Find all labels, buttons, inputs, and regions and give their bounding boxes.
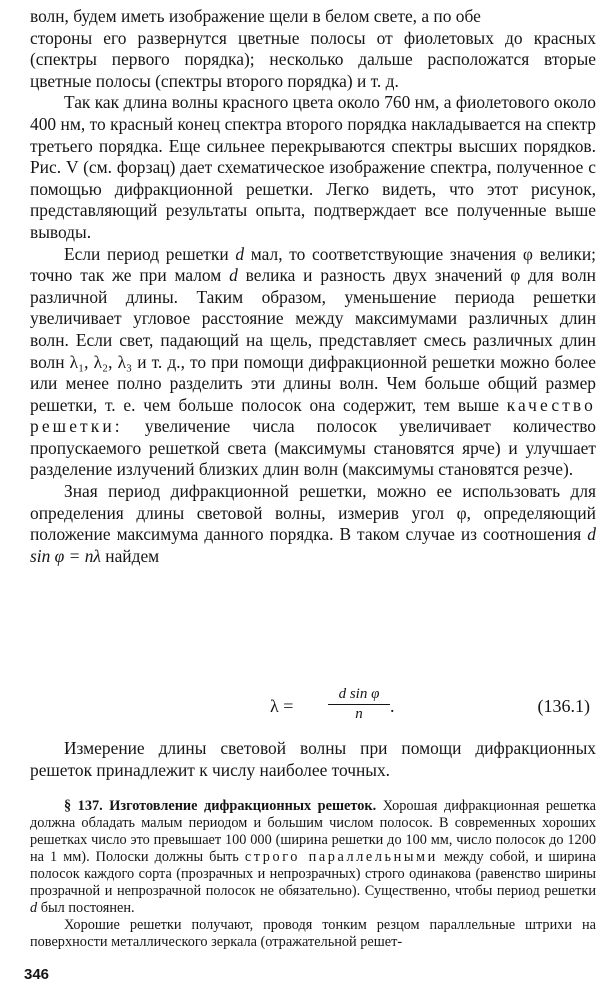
- section-next-paragraph: Хорошие решетки получают, проводя тонким резцом параллельные штрихи на поверхности металлического зеркала (отражательной решет-: [30, 917, 596, 950]
- formula-numerator: d sin φ: [328, 686, 390, 705]
- equation-number: (136.1): [537, 696, 590, 716]
- main-text: [30, 6, 596, 567]
- formula-136-1: [30, 684, 596, 728]
- formula-denominator: n: [355, 706, 363, 722]
- spaced-emphasis-2: строго параллельными: [244, 849, 438, 865]
- formula-fraction: [328, 686, 390, 723]
- section-paragraph: § 137. Изготовление дифракционных решеток. Хорошая дифракционная решетка должна обладать малым периодом и большим числом полосок. В современных хороших решетках число это превышает 100 000 (ширина решетки до 100 мм, число полосок до 1200 на 1 мм). Полоски должны быть строго параллельными между собой, и ширина полосок каждого сорта (прозрачных и непрозрачных) строго одинакова (равенство ширины прозрачной и непрозрачной полосок не обязательно). Существенно, чтобы период решетки d был постоянен.: [30, 798, 597, 916]
- spectra-description: стороны его развернутся цветные полосы от фиолетовых до красных (спектры первого порядка); несколько дальше расположатся вторые цветные полосы (спектры второго порядка) и т. д.: [30, 27, 596, 91]
- top-line: волн, будем иметь изображение щели в белом свете, а по обе: [30, 6, 481, 26]
- spaced-emphasis: качество решетки:: [30, 394, 596, 437]
- paragraph-conclusion: Измерение длины световой волны при помощи дифракционных решеток принадлежит к числу наиболее точных.: [30, 738, 596, 780]
- paragraph-overlap: Так как длина волны красного цвета около 760 нм, а фиолетового около 400 нм, то красный конец спектра второго порядка накладывается на спектр третьего порядка. Еще сильнее перекрываются спектры высших порядков. Рис. V (см. форзац) дает схематическое изображение спектра, полученное с помощью дифракционной решетки. Легко видеть, что этот рисунок, представляющий результаты опыта, подтверждает все полученные выше выводы.: [30, 92, 596, 242]
- section-heading: § 137. Изготовление дифракционных решеток.: [64, 798, 377, 814]
- paragraph-measure: Зная период дифракционной решетки, можно ее использовать для определения длины световой волны, измерив угол φ, определяющий положение максимума данного порядка. В таком случае из соотношения d sin φ = nλ найдем: [30, 481, 596, 566]
- formula-lhs: λ =: [270, 696, 294, 716]
- paragraph-period: Если период решетки d мал, то соответствующие значения φ велики; точно так же при малом d велика и разность двух значений φ для волн различной длины. Таким образом, уменьшение периода решетки увеличивает угловое расстояние между максимумами различных длин волн. Если свет, падающий на щель, представляет смесь различных длин волн λ₁, λ₂, λ₃ и т. д., то при помощи дифракционной решетки можно более или менее полно разделить эти длины волн. Чем больше общий размер решетки, т. е. чем больше полосок она содержит, тем выше качество решетки: увеличение числа полосок увеличивает количество пропускаемого решеткой света (максимумы становятся ярче) и улучшает разделение излучений близких длин волн (максимумы становятся резче).: [30, 243, 596, 480]
- page-number: 346: [24, 966, 50, 983]
- relation: d sin φ = nλ: [30, 524, 596, 566]
- formula-end: .: [390, 696, 395, 716]
- conclusion-block: [30, 738, 596, 781]
- section-137: [30, 798, 596, 951]
